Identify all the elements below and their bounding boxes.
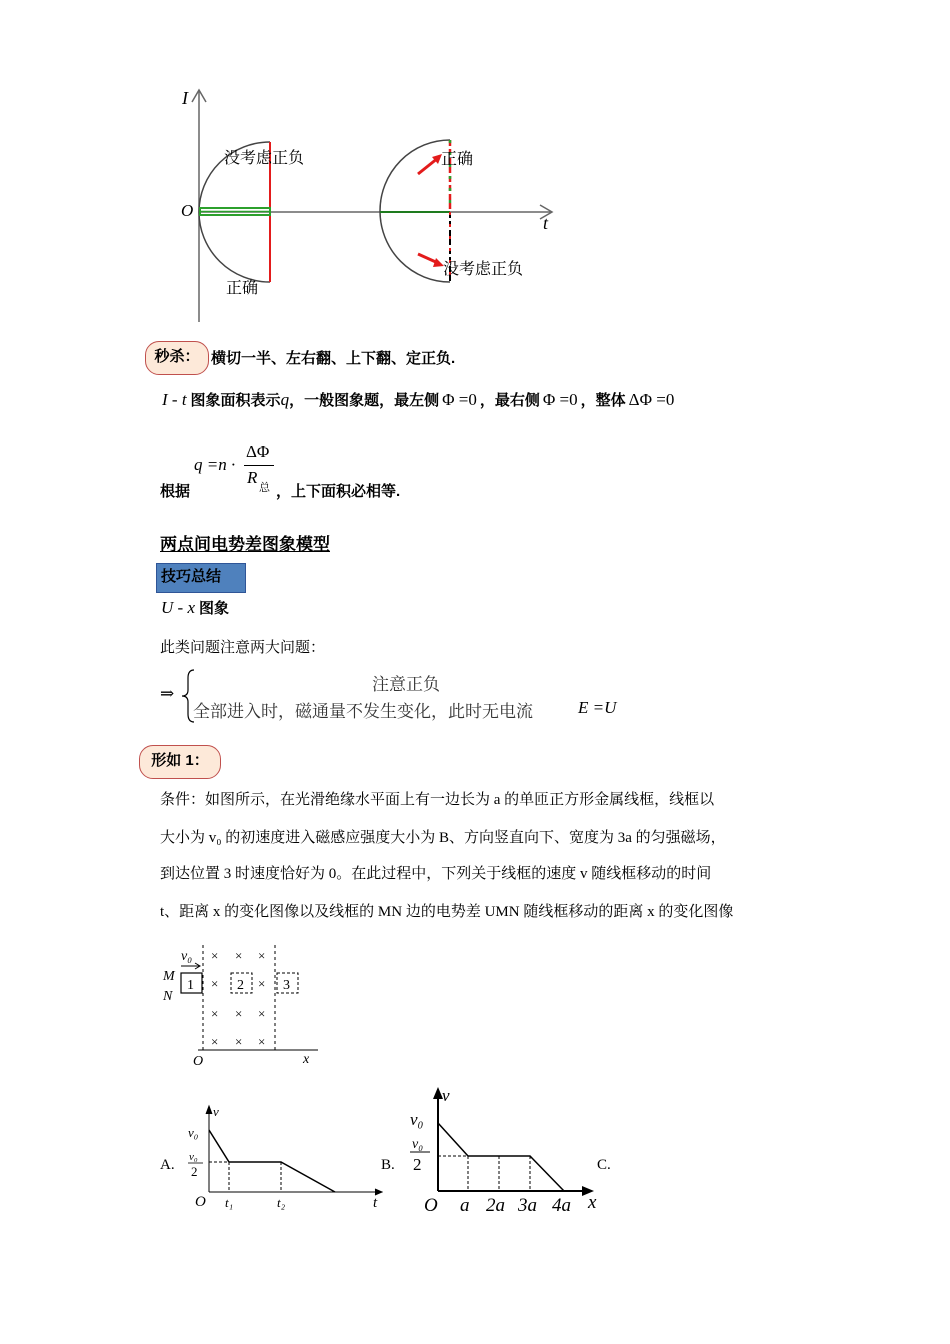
b-2a-label: 2a [486, 1195, 505, 1216]
axis-t-label: t [543, 213, 549, 233]
fig2-x: x [303, 1052, 310, 1067]
note-right-top: 正确 [441, 151, 474, 168]
svg-text:×: × [211, 976, 219, 991]
b-v0-label: v₀ [410, 1110, 424, 1129]
paragraph-line-3: 到达位置 3 时速度恰好为 0。在此过程中，下列关于线框的速度 v 随线框移动的时间 [160, 866, 712, 882]
svg-text:×: × [258, 948, 266, 963]
xingru-tag: 形如 1： [139, 745, 221, 779]
a-v0-label: v₀ [188, 1125, 199, 1140]
it-text-4: ，整体 [580, 392, 626, 409]
tips-box: 技巧总结 [156, 563, 246, 593]
field-figure [158, 940, 328, 1070]
svg-text:×: × [211, 948, 219, 963]
brace-line-2: 全部进入时，磁通量不发生变化，此时无电流 [193, 702, 533, 721]
basis-suffix: ，上下面积必相等. [276, 483, 401, 500]
option-a-label: A. [160, 1157, 175, 1173]
field-crosses [211, 948, 265, 1049]
ux-line [161, 597, 229, 618]
fraction-sub: 总 [259, 482, 270, 494]
note-left-bottom: 正确 [226, 280, 259, 297]
svg-text:×: × [258, 976, 266, 991]
miaosha-tag: 秒杀： [145, 341, 209, 375]
delta-phi: ΔΦ =0 [628, 390, 675, 409]
a-t1-label: t₁ [225, 1195, 234, 1210]
ux-text: 图象 [198, 600, 229, 617]
paragraph-line-2: 大小为 v₀ 的初速度进入磁感应强度大小为 B、方向竖直向下、宽度为 3a 的匀强磁场， [160, 830, 726, 846]
attention-line: 此类问题注意两大问题： [160, 639, 326, 656]
fig2-box2-label: 2 [237, 978, 244, 993]
fig2-v0: v₀ [181, 949, 193, 964]
b-x-label: x [588, 1192, 597, 1213]
fraction-bar [244, 465, 274, 466]
phi-left: Φ =0 [442, 390, 477, 409]
paragraph-line-4: t、距离 x 的变化图像以及线框的 MN 边的电势差 UMN 随线框移动的距离 x 的变化图像 [160, 904, 734, 920]
option-b-label: B. [381, 1157, 395, 1173]
svg-text:×: × [235, 1006, 243, 1021]
a-v-label: v [213, 1104, 219, 1119]
note-right-bottom: 没考虑正负 [443, 261, 524, 278]
q-symbol: q [280, 390, 290, 409]
option-b-graph [402, 1085, 602, 1220]
a-t-label: t [373, 1195, 378, 1211]
svg-text:×: × [235, 1034, 243, 1049]
it-text-2: ，一般图象题，最左侧 [289, 392, 440, 409]
svg-text:×: × [211, 1034, 219, 1049]
fig2-o: O [193, 1054, 204, 1069]
option-a-graph [183, 1100, 383, 1220]
a-y-arrow [206, 1106, 212, 1114]
option-c-label: C. [597, 1157, 611, 1173]
brace-line-1: 注意正负 [372, 675, 440, 694]
basis-formula-left: q =n · [194, 455, 236, 474]
basis-prefix: 根据 [160, 483, 191, 500]
fig2-box1-label: 1 [187, 978, 194, 993]
section-title: 两点间电势差图象模型 [160, 535, 330, 554]
svg-text:×: × [258, 1034, 266, 1049]
brace-formula: E =U [578, 698, 617, 717]
a-half-den: 2 [191, 1164, 198, 1179]
ux-label: U - x [161, 598, 195, 617]
phi-right: Φ =0 [542, 390, 578, 409]
a-curve [209, 1130, 335, 1192]
fraction-denominator: R [247, 468, 258, 487]
axis-i-label: I [182, 88, 188, 108]
it-graph-figure [170, 82, 570, 327]
fig2-box3-label: 3 [283, 978, 290, 993]
it-area-line [162, 389, 674, 410]
a-o-label: O [195, 1194, 206, 1210]
note-left-top: 没考虑正负 [224, 150, 305, 167]
paragraph-line-1: 条件：如图所示，在光滑绝缘水平面上有一边长为 a 的单匝正方形金属线框，线框以 [160, 792, 715, 808]
svg-text:×: × [211, 1006, 219, 1021]
b-3a-label: 3a [518, 1195, 537, 1216]
b-half-num: v₀ [412, 1137, 424, 1152]
b-a-label: a [460, 1195, 470, 1216]
it-label: I - t [162, 390, 187, 409]
b-4a-label: 4a [552, 1195, 571, 1216]
it-text-1: 图象面积表示 [190, 392, 281, 409]
b-v-label: v [442, 1086, 450, 1105]
implies-arrow: ⇒ [160, 684, 175, 703]
svg-text:×: × [258, 1006, 266, 1021]
miaosha-text: 横切一半、左右翻、上下翻、定正负. [211, 350, 456, 367]
origin-label: O [181, 201, 194, 220]
a-half-num: v₀ [189, 1151, 198, 1163]
fig2-m: M [163, 969, 175, 984]
svg-text:×: × [235, 948, 243, 963]
b-o-label: O [424, 1195, 438, 1216]
it-text-3: ，最右侧 [479, 392, 540, 409]
fig2-n: N [163, 989, 173, 1004]
fraction-numerator: ΔΦ [246, 442, 270, 461]
b-half-den: 2 [413, 1155, 422, 1174]
a-t2-label: t₂ [277, 1195, 286, 1210]
b-curve [438, 1123, 564, 1191]
